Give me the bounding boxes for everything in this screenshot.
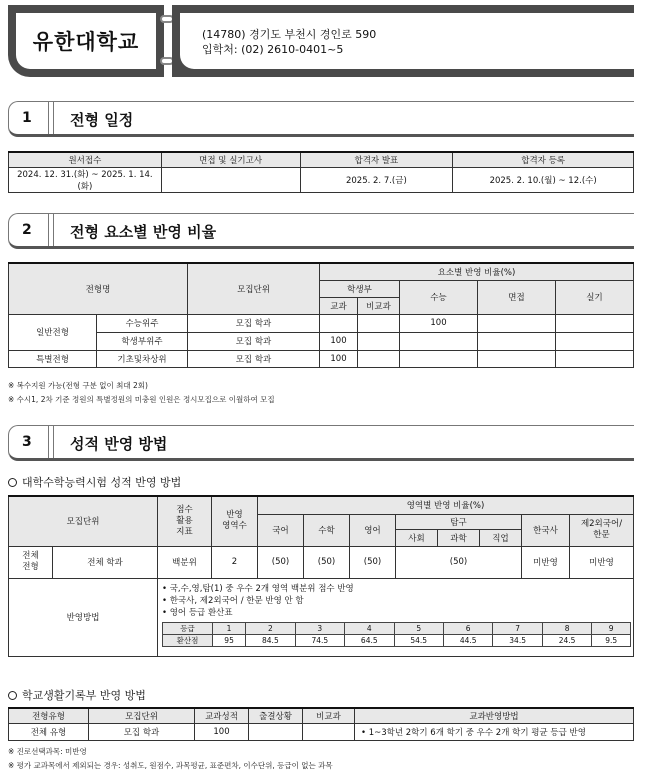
method-cell (158, 578, 634, 656)
col-header: 면접 (478, 280, 556, 314)
record-table (8, 707, 634, 741)
subsection-csat-title: 대학수학능력시험 성적 반영 방법 (8, 474, 181, 490)
section-number: 2 (22, 222, 32, 238)
col-header: 제2외국어/ 한문 (570, 514, 634, 546)
table-cell (556, 314, 634, 332)
col-header: 모집단위 (89, 708, 195, 723)
col-header: 교과반영방법 (355, 708, 634, 723)
section-title: 성적 반영 방법 (70, 435, 168, 453)
conv-cell: 64.5 (345, 634, 394, 646)
section-title: 전형 일정 (70, 111, 134, 129)
section-number: 3 (22, 434, 32, 450)
table-cell (249, 723, 303, 740)
note: ※ 복수지원 가능(전형 구분 없이 최대 2회) (8, 381, 148, 390)
table-cell: 전체 전형 (9, 546, 53, 578)
table-cell (478, 350, 556, 367)
col-header: 점수 활용 지표 (158, 496, 212, 546)
grade-cell: 9 (592, 622, 631, 634)
english-grade-table (162, 622, 631, 647)
col-header: 학생부 (320, 280, 400, 297)
conv-cell: 84.5 (246, 634, 295, 646)
table-cell: 100 (320, 350, 358, 367)
method-line: • 한국사, 제2외국어 / 한문 반영 안 함 (162, 595, 304, 606)
circle-bullet-icon (8, 478, 17, 487)
table-cell: 특별전형 (9, 350, 97, 367)
table-cell: 일반전형 (9, 314, 97, 350)
grade-cell: 2 (246, 622, 295, 634)
grade-cell: 7 (493, 622, 542, 634)
method-line: • 영어 등급 환산표 (162, 607, 233, 618)
grade-cell: 8 (542, 622, 591, 634)
col-header: 수능 (400, 280, 478, 314)
table-cell: • 1~3학년 2학기 6개 학기 중 우수 2개 학기 평균 등급 반영 (355, 723, 634, 740)
table-cell: (50) (258, 546, 304, 578)
conv-cell: 54.5 (394, 634, 443, 646)
conv-label: 환산점 (163, 634, 213, 646)
table-cell (478, 314, 556, 332)
conv-cell: 44.5 (443, 634, 492, 646)
section-1-header (8, 101, 634, 137)
admission-phone: 입학처: (02) 2610-0401~5 (202, 43, 344, 56)
grade-cell: 5 (394, 622, 443, 634)
col-header: 비교과 (358, 297, 400, 314)
table-cell (400, 350, 478, 367)
col-header: 과학 (438, 529, 480, 546)
table-cell: (50) (350, 546, 396, 578)
col-header: 합격자 등록 (453, 152, 634, 167)
col-header: 전형명 (9, 263, 188, 314)
col-header: 영어 (350, 514, 396, 546)
university-name: 유한대학교 (32, 30, 140, 54)
table-cell: 모집 학과 (188, 350, 320, 367)
grade-label: 등급 (163, 622, 213, 634)
header-logo-frame (8, 5, 164, 77)
header-info-frame (172, 5, 634, 77)
table-cell (303, 723, 355, 740)
table-cell: 미반영 (522, 546, 570, 578)
section-2-header (8, 213, 634, 249)
table-cell (400, 332, 478, 350)
col-header: 직업 (480, 529, 522, 546)
table-cell: 수능위주 (97, 314, 188, 332)
note: ※ 진로선택과목: 미반영 (8, 747, 87, 756)
table-cell: (50) (304, 546, 350, 578)
table-cell: 모집 학과 (89, 723, 195, 740)
table-cell: 기초및차상위 (97, 350, 188, 367)
table-cell: 2025. 2. 7.(금) (300, 167, 453, 192)
col-header: 원서접수 (9, 152, 162, 167)
conv-cell: 74.5 (295, 634, 344, 646)
col-header: 면접 및 실기고사 (161, 152, 300, 167)
col-header: 사회 (396, 529, 438, 546)
table-cell: 반영방법 (9, 578, 158, 656)
col-header: 영역별 반영 비율(%) (258, 496, 634, 514)
table-cell: 전체 유형 (9, 723, 89, 740)
col-header: 요소별 반영 비율(%) (320, 263, 634, 280)
table-cell: 100 (195, 723, 249, 740)
csat-table (8, 495, 634, 657)
circle-bullet-icon (8, 691, 17, 700)
conv-cell: 95 (213, 634, 246, 646)
table-cell (358, 314, 400, 332)
col-header: 출결상황 (249, 708, 303, 723)
table-cell (478, 332, 556, 350)
table-cell: 2024. 12. 31.(화) ~ 2025. 1. 14.(화) (9, 167, 162, 192)
col-header: 비교과 (303, 708, 355, 723)
grade-cell: 6 (443, 622, 492, 634)
grade-cell: 3 (295, 622, 344, 634)
conv-cell: 34.5 (493, 634, 542, 646)
table-cell (556, 332, 634, 350)
col-header: 합격자 발표 (300, 152, 453, 167)
table-cell (161, 167, 300, 192)
table-cell: 전체 학과 (53, 546, 158, 578)
col-header: 전형유형 (9, 708, 89, 723)
table-cell (320, 314, 358, 332)
table-cell: 100 (320, 332, 358, 350)
table-cell: 2025. 2. 10.(월) ~ 12.(수) (453, 167, 634, 192)
table-cell: 2 (212, 546, 258, 578)
schedule-table (8, 151, 634, 193)
col-header: 교과 (320, 297, 358, 314)
col-header: 교과성적 (195, 708, 249, 723)
grade-cell: 4 (345, 622, 394, 634)
conv-cell: 9.5 (592, 634, 631, 646)
table-cell: 모집 학과 (188, 332, 320, 350)
subsection-record-title: 학교생활기록부 반영 방법 (8, 687, 146, 703)
conv-cell: 24.5 (542, 634, 591, 646)
col-header: 한국사 (522, 514, 570, 546)
section-3-header (8, 425, 634, 461)
table-cell (556, 350, 634, 367)
table-cell: 모집 학과 (188, 314, 320, 332)
header (8, 5, 634, 77)
address: (14780) 경기도 부천시 경인로 590 (202, 28, 377, 41)
section-title: 전형 요소별 반영 비율 (70, 223, 217, 241)
col-header: 국어 (258, 514, 304, 546)
note: ※ 평가 교과목에서 제외되는 경우: 성취도, 원점수, 과목평균, 표준편차, 이수단위, 등급이 없는 과목 (8, 761, 333, 770)
col-header: 실기 (556, 280, 634, 314)
col-header: 모집단위 (9, 496, 158, 546)
table-cell: 백분위 (158, 546, 212, 578)
table-cell (358, 332, 400, 350)
section-number: 1 (22, 110, 32, 126)
table-cell: 미반영 (570, 546, 634, 578)
col-header: 탐구 (396, 514, 522, 529)
col-header: 모집단위 (188, 263, 320, 314)
table-cell: 100 (400, 314, 478, 332)
table-cell (358, 350, 400, 367)
table-cell: (50) (396, 546, 522, 578)
col-header: 반영 영역수 (212, 496, 258, 546)
note: ※ 수시1, 2차 기준 정원의 특별정원의 미충원 인원은 정시모집으로 이월하여 모집 (8, 395, 275, 404)
col-header: 수학 (304, 514, 350, 546)
method-line: • 국,수,영,탐(1) 중 우수 2개 영역 백분위 점수 반영 (162, 583, 354, 594)
grade-cell: 1 (213, 622, 246, 634)
ratio-table (8, 262, 634, 368)
table-cell: 학생부위주 (97, 332, 188, 350)
